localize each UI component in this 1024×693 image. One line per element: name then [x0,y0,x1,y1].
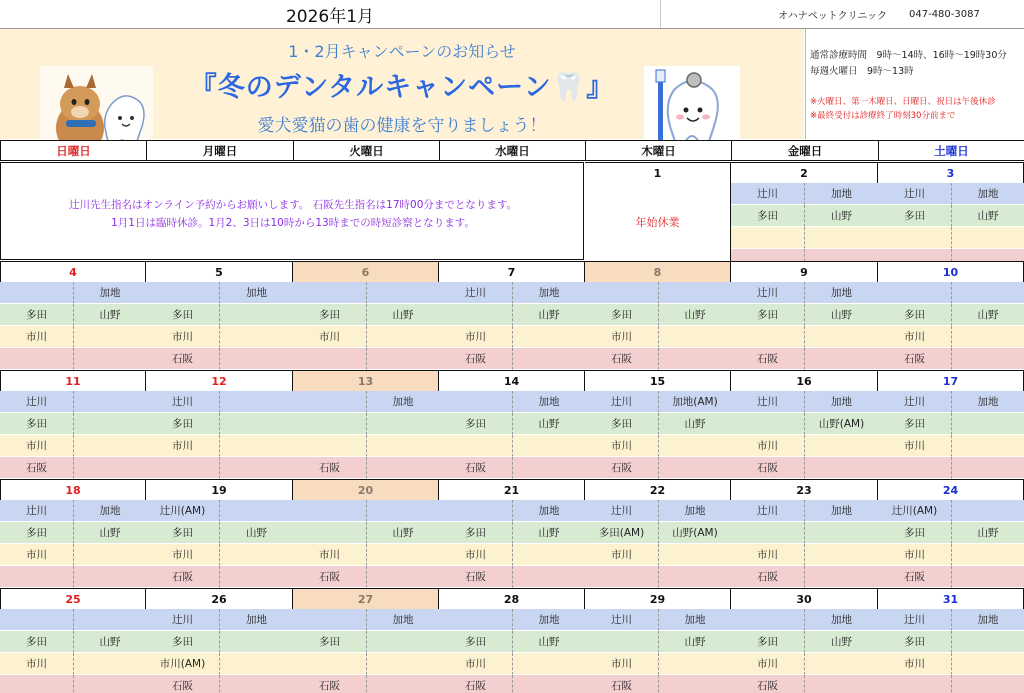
doctor-slot [293,522,366,544]
day-number: 18 [0,479,146,500]
doctor-slot: 市川 [585,435,658,457]
doctor-slot [951,675,1024,693]
doctor-slot: 加地 [951,391,1024,413]
doctor-slot [512,457,585,479]
doctor-slot [804,227,878,249]
doctor-slot: 市川 [293,544,366,566]
month-title: 2026年1月 [0,0,661,28]
doctor-slot [439,500,512,522]
doctor-slot [366,326,439,348]
doctor-slot: 加地 [804,609,878,631]
doctor-slot [512,326,585,348]
doctor-slot [366,631,439,653]
doctor-slot [951,348,1024,370]
doctor-slot: 多田 [293,631,366,653]
doctor-slot: 多田 [878,205,951,227]
doctor-slot [804,457,878,479]
doctor-slot: 市川 [0,544,73,566]
doctor-slot: 多田 [585,413,658,435]
doctor-slot: 辻川 [878,391,951,413]
doctor-slot: 辻川 [585,609,658,631]
doctor-slot [219,326,293,348]
doctor-slot [439,609,512,631]
doctor-slot: 多田 [878,631,951,653]
doctor-slot [804,435,878,457]
doctor-slot: 市川 [146,326,219,348]
doctor-slot [293,413,366,435]
doctor-slot [219,544,293,566]
doctor-slot [366,282,439,304]
doctor-slot: 市川 [585,653,658,675]
notice-line-1: 辻川先生指名はオンライン予約からお願いします。 石阪先生指名は17時00分までとなります。 [68,199,518,211]
doctor-slot [804,348,878,370]
doctor-slot: 多田 [731,631,804,653]
doctor-slot [804,653,878,675]
day-number: 6 [293,261,439,282]
hours-tuesday: 毎週火曜日 9時〜13時 [810,66,914,77]
doctor-slot: 山野(AM) [658,522,731,544]
doctor-slot: 市川 [439,544,512,566]
doctor-slot [512,544,585,566]
doctor-slot: 山野 [366,304,439,326]
day-number: 29 [585,588,731,609]
doctor-slot [219,653,293,675]
doctor-slot: 山野 [512,413,585,435]
weekday-header: 木曜日 [585,140,732,161]
doctor-slot: 石阪 [293,566,366,588]
doctor-slot [219,500,293,522]
doctor-slot [293,500,366,522]
doctor-slot: 市川 [878,653,951,675]
day-number: 17 [878,370,1024,391]
doctor-slot: 辻川 [0,391,73,413]
doctor-slot: 石阪 [731,566,804,588]
doctor-slot [951,227,1024,249]
doctor-slot [878,675,951,693]
doctor-slot [512,653,585,675]
doctor-slot [439,304,512,326]
day-number: 22 [585,479,731,500]
day-number: 19 [146,479,293,500]
doctor-slot [731,522,804,544]
doctor-slot: 石阪 [146,566,219,588]
doctor-slot [73,653,146,675]
doctor-slot [512,675,585,693]
doctor-slot: 多田 [0,304,73,326]
doctor-slot [951,457,1024,479]
doctor-slot [439,391,512,413]
doctor-slot [73,544,146,566]
doctor-slot: 石阪 [731,348,804,370]
doctor-slot: 多田 [878,413,951,435]
doctor-slot [658,544,731,566]
day-number: 24 [878,479,1024,500]
doctor-slot: 山野 [512,304,585,326]
day-number: 23 [731,479,878,500]
weekday-header: 日曜日 [0,140,147,161]
doctor-slot [293,348,366,370]
doctor-slot [951,500,1024,522]
doctor-slot [804,566,878,588]
doctor-slot: 山野(AM) [804,413,878,435]
doctor-slot: 辻川 [878,609,951,631]
day-number: 4 [0,261,146,282]
doctor-slot: 市川 [0,653,73,675]
doctor-slot: 多田 [585,304,658,326]
doctor-slot: 石阪 [731,457,804,479]
doctor-slot: 多田 [878,304,951,326]
day-number: 10 [878,261,1024,282]
doctor-slot [219,413,293,435]
hours-box [805,29,1024,139]
notice-line-2: 1月1日は臨時休診。1月2、3日は10時から13時までの時短診察となります。 [111,217,475,229]
day-number: 7 [439,261,585,282]
doctor-slot [512,348,585,370]
doctor-slot: 多田 [878,522,951,544]
doctor-slot: 多田 [0,522,73,544]
doctor-slot: 加地 [804,391,878,413]
doctor-slot: 市川 [293,326,366,348]
doctor-slot: 石阪 [585,348,658,370]
day-number: 25 [0,588,146,609]
doctor-slot [658,282,731,304]
doctor-slot: 山野 [658,413,731,435]
doctor-slot [293,391,366,413]
doctor-slot: 市川 [878,326,951,348]
doctor-slot [585,631,658,653]
doctor-slot: 山野 [73,522,146,544]
doctor-slot [804,544,878,566]
doctor-slot: 辻川 [585,500,658,522]
weekday-header: 火曜日 [293,140,440,161]
doctor-slot: 市川 [731,435,804,457]
holiday-label: 年始休業 [585,183,731,261]
doctor-slot [658,457,731,479]
doctor-slot: 多田 [146,413,219,435]
day-number: 26 [146,588,293,609]
day-number: 9 [731,261,878,282]
doctor-slot [366,435,439,457]
doctor-slot [0,348,73,370]
doctor-slot [878,227,951,249]
day-number: 12 [146,370,293,391]
doctor-slot: 山野 [951,304,1024,326]
day-number: 28 [439,588,585,609]
notice-box [0,162,584,260]
doctor-slot [512,435,585,457]
doctor-slot: 山野 [73,304,146,326]
doctor-slot: 山野 [951,205,1024,227]
doctor-slot [293,282,366,304]
doctor-slot: 加地 [512,609,585,631]
doctor-slot: 石阪 [585,675,658,693]
doctor-slot: 辻川 [439,282,512,304]
doctor-slot: 加地 [366,609,439,631]
doctor-slot: 加地 [219,609,293,631]
doctor-slot: 市川 [878,544,951,566]
day-number: 5 [146,261,293,282]
doctor-slot [73,457,146,479]
doctor-slot: 多田 [731,304,804,326]
doctor-slot: 石阪 [439,566,512,588]
doctor-slot [0,609,73,631]
weekday-header: 土曜日 [878,140,1024,161]
day-number: 27 [293,588,439,609]
hours-note-closed: ※火曜日、第一木曜日、日曜日、祝日は午後休診 [810,97,996,107]
doctor-slot: 加地 [951,609,1024,631]
doctor-slot: 加地 [512,500,585,522]
hours-regular: 通常診療時間 9時〜14時、16時〜19時30分 [810,50,1007,61]
doctor-slot [219,566,293,588]
doctor-slot [951,326,1024,348]
doctor-slot: 多田 [0,413,73,435]
doctor-slot: 市川 [439,653,512,675]
doctor-slot: 加地 [658,609,731,631]
clinic-info [660,0,1024,28]
doctor-slot: 加地 [73,500,146,522]
day-number: 16 [731,370,878,391]
doctor-slot: 市川 [0,435,73,457]
doctor-slot: 多田(AM) [585,522,658,544]
clinic-phone: 047-480-3087 [909,8,980,20]
doctor-slot [439,435,512,457]
day-number: 20 [293,479,439,500]
doctor-slot: 市川 [0,326,73,348]
doctor-slot: 石阪 [439,675,512,693]
doctor-slot [293,609,366,631]
doctor-slot: 石阪 [146,348,219,370]
clinic-name: オハナペットクリニック [778,10,887,22]
doctor-slot [73,348,146,370]
doctor-slot: 山野 [951,522,1024,544]
doctor-slot [731,227,804,249]
doctor-slot: 山野 [658,304,731,326]
doctor-slot: 辻川 [585,391,658,413]
doctor-slot [731,609,804,631]
doctor-slot: 多田 [146,522,219,544]
doctor-slot [366,675,439,693]
doctor-slot [73,566,146,588]
doctor-slot: 市川 [585,326,658,348]
doctor-slot: 加地 [804,500,878,522]
day-number: 30 [731,588,878,609]
doctor-slot: 加地 [219,282,293,304]
doctor-slot [366,544,439,566]
doctor-slot [951,544,1024,566]
doctor-slot: 辻川 [731,391,804,413]
doctor-slot [804,326,878,348]
doctor-slot: 山野 [512,631,585,653]
doctor-slot: 辻川 [731,183,804,205]
doctor-slot: 石阪 [146,675,219,693]
doctor-slot [219,631,293,653]
day-number: 3 [878,162,1024,183]
doctor-slot: 山野 [219,522,293,544]
doctor-slot [366,500,439,522]
doctor-slot: 石阪 [878,348,951,370]
day-number: 8 [585,261,731,282]
doctor-slot [658,435,731,457]
doctor-slot: 多田 [439,631,512,653]
doctor-slot: 石阪 [585,457,658,479]
campaign-subtitle: 1・2月キャンペーンのお知らせ [288,42,516,61]
doctor-slot: 市川 [731,653,804,675]
doctor-slot: 多田 [293,304,366,326]
doctor-slot [366,566,439,588]
doctor-slot [585,282,658,304]
doctor-slot: 加地 [73,282,146,304]
doctor-slot [658,348,731,370]
weekday-header: 金曜日 [731,140,879,161]
doctor-slot [731,413,804,435]
doctor-slot: 多田 [0,631,73,653]
doctor-slot [804,522,878,544]
doctor-slot: 市川 [878,435,951,457]
doctor-slot [73,391,146,413]
doctor-slot: 加地 [366,391,439,413]
doctor-slot: 辻川 [731,500,804,522]
doctor-slot: 石阪 [439,348,512,370]
doctor-slot: 辻川(AM) [878,500,951,522]
doctor-slot: 多田 [439,413,512,435]
doctor-slot [293,653,366,675]
doctor-slot: 辻川 [146,609,219,631]
doctor-slot: 山野 [658,631,731,653]
campaign-title: 『冬のデンタルキャンペーン🦷』 [189,72,615,103]
campaign-banner [0,29,804,139]
doctor-slot [658,675,731,693]
doctor-slot: 石阪 [293,675,366,693]
doctor-slot [219,675,293,693]
doctor-slot [951,631,1024,653]
doctor-slot [951,413,1024,435]
doctor-slot [219,348,293,370]
doctor-slot: 石阪 [439,457,512,479]
day-number: 21 [439,479,585,500]
campaign-tagline: 愛犬愛猫の歯の健康を守りましょう！ [257,116,547,136]
doctor-slot: 辻川 [146,391,219,413]
doctor-slot: 加地 [804,282,878,304]
doctor-slot [146,282,219,304]
doctor-slot [658,566,731,588]
doctor-slot [366,457,439,479]
doctor-slot: 加地 [804,183,878,205]
doctor-slot [0,675,73,693]
day-number: 11 [0,370,146,391]
doctor-slot [366,413,439,435]
doctor-slot [512,566,585,588]
doctor-slot: 多田 [439,522,512,544]
doctor-slot [878,457,951,479]
doctor-slot [0,566,73,588]
weekday-header: 月曜日 [146,140,294,161]
doctor-slot: 市川 [146,435,219,457]
doctor-slot: 石阪 [878,566,951,588]
doctor-slot [585,566,658,588]
doctor-slot [73,435,146,457]
doctor-slot [366,653,439,675]
day-number: 31 [878,588,1024,609]
doctor-slot [73,326,146,348]
doctor-slot: 多田 [146,631,219,653]
doctor-slot: 山野 [73,631,146,653]
doctor-slot: 加地(AM) [658,391,731,413]
doctor-slot: 多田 [731,205,804,227]
doctor-slot [219,457,293,479]
doctor-slot [293,435,366,457]
doctor-slot [146,457,219,479]
day-number: 13 [293,370,439,391]
doctor-slot [878,282,951,304]
doctor-slot [951,282,1024,304]
doctor-slot [658,326,731,348]
day-number: 15 [585,370,731,391]
doctor-slot: 加地 [951,183,1024,205]
doctor-slot [73,413,146,435]
doctor-slot: 多田 [146,304,219,326]
day-number: 2 [731,162,878,183]
doctor-slot: 辻川 [0,500,73,522]
doctor-slot: 加地 [512,391,585,413]
doctor-slot: 石阪 [0,457,73,479]
doctor-slot [73,675,146,693]
doctor-slot [951,435,1024,457]
hours-note-reception: ※最終受付は診療終了時刻30分前まで [810,111,956,121]
doctor-slot [951,653,1024,675]
doctor-slot: 山野 [804,631,878,653]
doctor-slot [0,282,73,304]
doctor-slot: 山野 [804,304,878,326]
doctor-slot: 辻川(AM) [146,500,219,522]
doctor-slot: 辻川 [731,282,804,304]
doctor-slot [804,675,878,693]
doctor-slot [951,566,1024,588]
doctor-slot: 市川 [731,544,804,566]
doctor-slot: 市川(AM) [146,653,219,675]
doctor-slot [366,348,439,370]
doctor-slot [219,391,293,413]
weekday-header: 水曜日 [439,140,586,161]
day-number: 14 [439,370,585,391]
day-number: 1 [585,162,731,183]
doctor-slot: 市川 [146,544,219,566]
doctor-slot [219,304,293,326]
doctor-slot: 辻川 [878,183,951,205]
doctor-slot [658,653,731,675]
doctor-slot: 市川 [439,326,512,348]
doctor-slot: 山野 [366,522,439,544]
doctor-slot: 石阪 [731,675,804,693]
doctor-slot: 石阪 [293,457,366,479]
doctor-slot: 加地 [512,282,585,304]
doctor-slot [219,435,293,457]
doctor-slot [73,609,146,631]
doctor-slot: 山野 [512,522,585,544]
doctor-slot [731,326,804,348]
doctor-slot: 市川 [585,544,658,566]
doctor-slot: 加地 [658,500,731,522]
doctor-slot: 山野 [804,205,878,227]
